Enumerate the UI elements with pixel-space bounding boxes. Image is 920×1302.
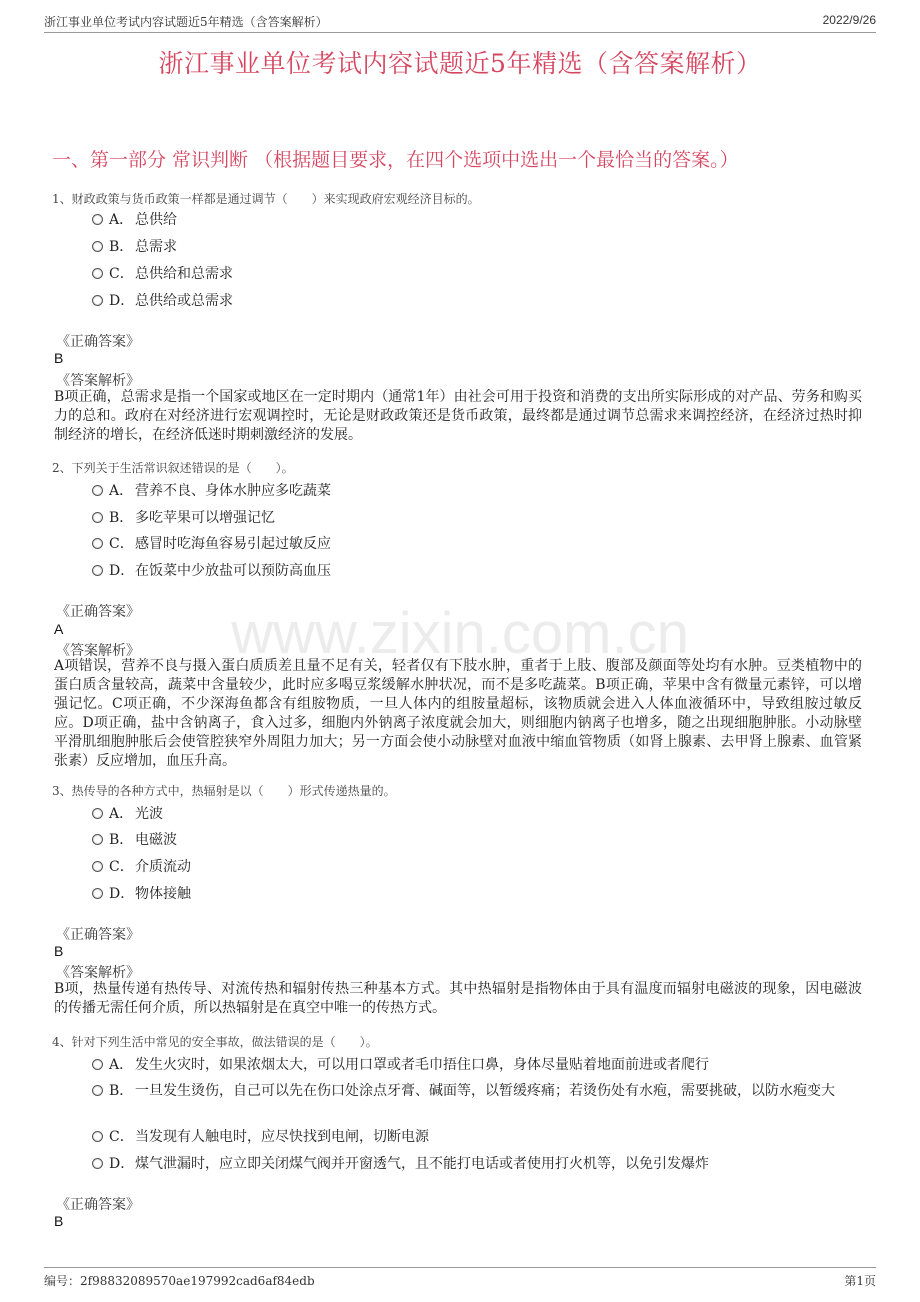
radio-icon[interactable] <box>92 1158 103 1169</box>
q1-analysis-label: 《答案解析》 <box>56 373 140 389</box>
q3-option-a[interactable]: A． 光波 <box>92 803 862 823</box>
q3-option-d[interactable]: D．物体接触 <box>92 883 862 903</box>
radio-icon[interactable] <box>92 1131 103 1142</box>
header-date: 2022/9/26 <box>822 13 876 27</box>
q1-option-d[interactable]: D．总供给或总需求 <box>92 290 862 310</box>
q4-option-a[interactable]: A． 发生火灾时，如果浓烟太大，可以用口罩或者毛巾捂住口鼻，身体尽量贴着地面前进或者爬行 <box>92 1054 862 1074</box>
q2-analysis: A项错误，营养不良与摄入蛋白质质差且量不足有关，轻者仅有下肢水肿，重者于上肢、腹部及颜面等处均有水肿。豆类植物中的蛋白质含量较高，蔬菜中含量较少，此时应多喝豆浆缓解水肿状况，而不是多吃蔬菜。B项正确，苹果中含有微量元素锌，可以增强记忆。C项正确，不少深海鱼都含有组胺物质，一旦人体内的组胺量超标，该物质就会进入人体血液循环中，导致组胺过敏反应。D项正确，盐中含钠离子，食入过多，细胞内外钠离子浓度就会加大，则细胞内钠离子也增多，随之出现细胞肿胀。小动脉壁平滑肌细胞肿胀后会使管腔狭窄外周阻力加大；另一方面会使小动脉壁对血液中缩血管物质（如肾上腺素、去甲肾上腺素、血管紧张素）反应增加，血压升高。 <box>54 658 862 769</box>
radio-icon[interactable] <box>92 834 103 845</box>
watermark: www.zixin.com.cn <box>231 601 689 666</box>
radio-icon[interactable] <box>92 214 103 225</box>
question-4-stem: 4、针对下列生活中常见的安全事故，做法错误的是（ ）。 <box>52 1035 378 1049</box>
header-doc-title: 浙江事业单位考试内容试题近5年精选（含答案解析） <box>44 15 328 29</box>
q3-correct-label: 《正确答案》 <box>56 927 140 943</box>
radio-icon[interactable] <box>92 241 103 252</box>
q2-option-d[interactable]: D．在饭菜中少放盐可以预防高血压 <box>92 560 862 580</box>
q1-option-c[interactable]: C．总供给和总需求 <box>92 263 862 283</box>
radio-icon[interactable] <box>92 808 103 819</box>
section-heading: 一、第一部分 常识判断 （根据题目要求，在四个选项中选出一个最恰当的答案。） <box>52 149 739 171</box>
q4-correct-label: 《正确答案》 <box>56 1197 140 1213</box>
q2-option-c[interactable]: C．感冒时吃海鱼容易引起过敏反应 <box>92 533 862 553</box>
q1-correct-label: 《正确答案》 <box>56 334 140 350</box>
q4-option-b[interactable]: B． 一旦发生烫伤，自己可以先在伤口处涂点牙膏、碱面等，以暂缓疼痛；若烫伤处有水疱，需要挑破，以防水疱变大 <box>92 1081 862 1102</box>
q1-answer: B <box>54 350 64 366</box>
q2-correct-label: 《正确答案》 <box>56 604 140 620</box>
radio-icon[interactable] <box>92 268 103 279</box>
q3-analysis-label: 《答案解析》 <box>56 965 140 981</box>
q4-option-d[interactable]: D．煤气泄漏时，应立即关闭煤气阀并开窗透气，且不能打电话或者使用打火机等，以免引发爆炸 <box>92 1153 862 1173</box>
q3-answer: B <box>54 943 64 959</box>
radio-icon[interactable] <box>92 861 103 872</box>
page-footer <box>44 1267 876 1290</box>
q3-option-b[interactable]: B． 电磁波 <box>92 829 862 849</box>
q1-option-a[interactable]: A． 总供给 <box>92 209 862 229</box>
q3-option-c[interactable]: C．介质流动 <box>92 856 862 876</box>
q1-analysis: B项正确，总需求是指一个国家或地区在一定时期内（通常1年）由社会可用于投资和消费的支出所实际形成的对产品、劳务和购买力的总和。政府在对经济进行宏观调控时，无论是财政政策还是货币政策，最终都是通过调节总需求来调控经济，在经济过热时抑制经济的增长，在经济低迷时期刺激经济的发展。 <box>54 389 862 443</box>
radio-icon[interactable] <box>92 1059 103 1070</box>
document-title: 浙江事业单位考试内容试题近5年精选（含答案解析） <box>158 49 762 78</box>
question-1-stem: 1、财政政策与货币政策一样都是通过调节（ ）来实现政府宏观经济目标的。 <box>52 192 480 206</box>
q2-answer: A <box>54 621 64 637</box>
question-2-stem: 2、下列关于生活常识叙述错误的是（ ）。 <box>52 461 294 475</box>
page-number: 第1页 <box>844 1274 876 1288</box>
radio-icon[interactable] <box>92 538 103 549</box>
q2-option-b[interactable]: B． 多吃苹果可以增强记忆 <box>92 507 862 527</box>
radio-icon[interactable] <box>92 295 103 306</box>
q4-answer: B <box>54 1213 64 1229</box>
document-code: 编号：2f98832089570ae197992cad6af84edb <box>44 1274 315 1288</box>
radio-icon[interactable] <box>92 512 103 523</box>
q3-analysis: B项，热量传递有热传导、对流传热和辐射传热三种基本方式。其中热辐射是指物体由于具有温度而辐射电磁波的现象，因电磁波的传播无需任何介质，所以热辐射是在真空中唯一的传热方式。 <box>54 981 862 1016</box>
q1-option-b[interactable]: B． 总需求 <box>92 236 862 256</box>
question-3-stem: 3、热传导的各种方式中，热辐射是以（ ）形式传递热量的。 <box>52 784 396 798</box>
page-header <box>44 10 876 33</box>
radio-icon[interactable] <box>92 888 103 899</box>
radio-icon[interactable] <box>92 565 103 576</box>
q2-analysis-label: 《答案解析》 <box>56 643 140 659</box>
q4-option-c[interactable]: C．当发现有人触电时，应尽快找到电闸，切断电源 <box>92 1126 862 1146</box>
radio-icon[interactable] <box>92 485 103 496</box>
radio-icon[interactable] <box>92 1085 103 1096</box>
q2-option-a[interactable]: A． 营养不良、身体水肿应多吃蔬菜 <box>92 480 862 500</box>
